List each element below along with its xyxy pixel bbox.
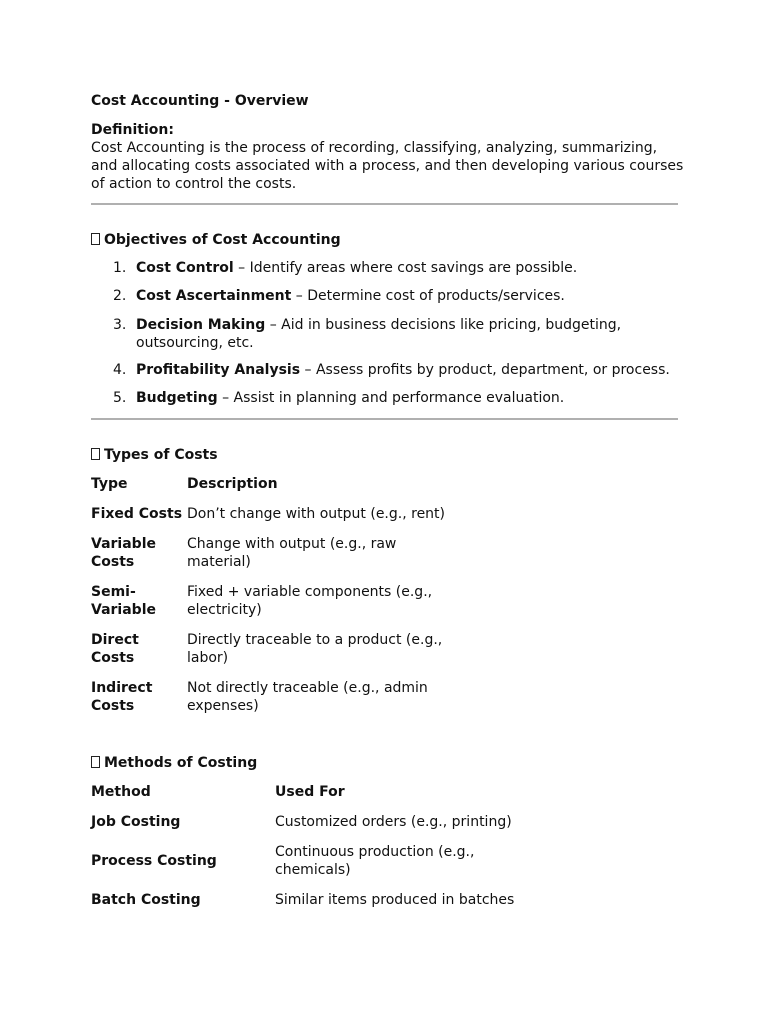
cost-desc-cell: expenses) (187, 698, 259, 714)
cost-desc-cell: labor) (187, 650, 229, 666)
cost-type-cell: Variable (91, 602, 156, 618)
definition-line: and allocating costs associated with a process, and then developing various courses (91, 158, 684, 174)
objective-number: 5. (113, 390, 127, 406)
cost-type-cell: Variable (91, 536, 156, 552)
cost-desc-cell: Fixed + variable components (e.g., (187, 584, 433, 600)
table-header-type: Type (91, 476, 128, 492)
method-cell: Batch Costing (91, 892, 201, 908)
method-use-cell: Continuous production (e.g., (275, 844, 475, 860)
objective-term: Profitability Analysis (136, 362, 301, 378)
cost-type-cell: Costs (91, 698, 135, 714)
methods-heading-text: Methods of Costing (104, 755, 258, 771)
definition-line: Cost Accounting is the process of recording, classifying, analyzing, summarizing, (91, 140, 658, 156)
table-header-description: Description (187, 476, 278, 492)
cost-type-cell: Costs (91, 650, 135, 666)
objective-number: 2. (113, 288, 127, 304)
method-cell: Process Costing (91, 853, 217, 869)
objectives-heading (91, 231, 341, 249)
objective-term: Decision Making (136, 317, 266, 333)
cost-desc-cell: material) (187, 554, 251, 570)
cost-desc-cell: electricity) (187, 602, 262, 618)
method-use-cell: Similar items produced in batches (275, 892, 515, 908)
cost-desc-cell: Change with output (e.g., raw (187, 536, 397, 552)
objective-desc: – Identify areas where cost savings are possible. (233, 260, 578, 276)
objective-term: Cost Ascertainment (136, 288, 292, 304)
method-cell: Job Costing (91, 814, 181, 830)
page-title: Cost Accounting - Overview (91, 93, 309, 109)
missing-glyph-icon (91, 756, 100, 768)
objective-term: Budgeting (136, 390, 218, 406)
objective-number: 3. (113, 317, 127, 333)
cost-desc-cell: Not directly traceable (e.g., admin (187, 680, 428, 696)
cost-type-cell: Fixed Costs (91, 506, 183, 522)
cost-types-heading (91, 446, 218, 464)
objective-number: 1. (113, 260, 127, 276)
cost-type-cell: Direct (91, 632, 139, 648)
cost-type-cell: Indirect (91, 680, 153, 696)
cost-types-heading-text: Types of Costs (104, 447, 218, 463)
objective-desc: – Assist in planning and performance evaluation. (217, 390, 565, 406)
missing-glyph-icon (91, 233, 100, 245)
definition-label: Definition: (91, 122, 174, 138)
table-header-method: Method (91, 784, 151, 800)
section-divider (91, 418, 678, 420)
cost-type-cell: Semi- (91, 584, 136, 600)
objective-desc: – Assess profits by product, department, or process. (300, 362, 670, 378)
table-header-used-for: Used For (275, 784, 345, 800)
method-use-cell: chemicals) (275, 862, 351, 878)
objective-desc: – Aid in business decisions like pricing, budgeting, outsourcing, etc. (136, 317, 622, 351)
methods-heading (91, 754, 257, 772)
section-divider (91, 203, 678, 205)
definition-line: of action to control the costs. (91, 176, 297, 192)
missing-glyph-icon (91, 448, 100, 460)
method-use-cell: Customized orders (e.g., printing) (275, 814, 512, 830)
cost-type-cell: Costs (91, 554, 135, 570)
objective-term: Cost Control (136, 260, 234, 276)
cost-desc-cell: Directly traceable to a product (e.g., (187, 632, 443, 648)
cost-desc-cell: Don’t change with output (e.g., rent) (187, 506, 446, 522)
objective-number: 4. (113, 362, 127, 378)
objectives-heading-text: Objectives of Cost Accounting (104, 232, 341, 248)
objective-desc: – Determine cost of products/services. (291, 288, 565, 304)
